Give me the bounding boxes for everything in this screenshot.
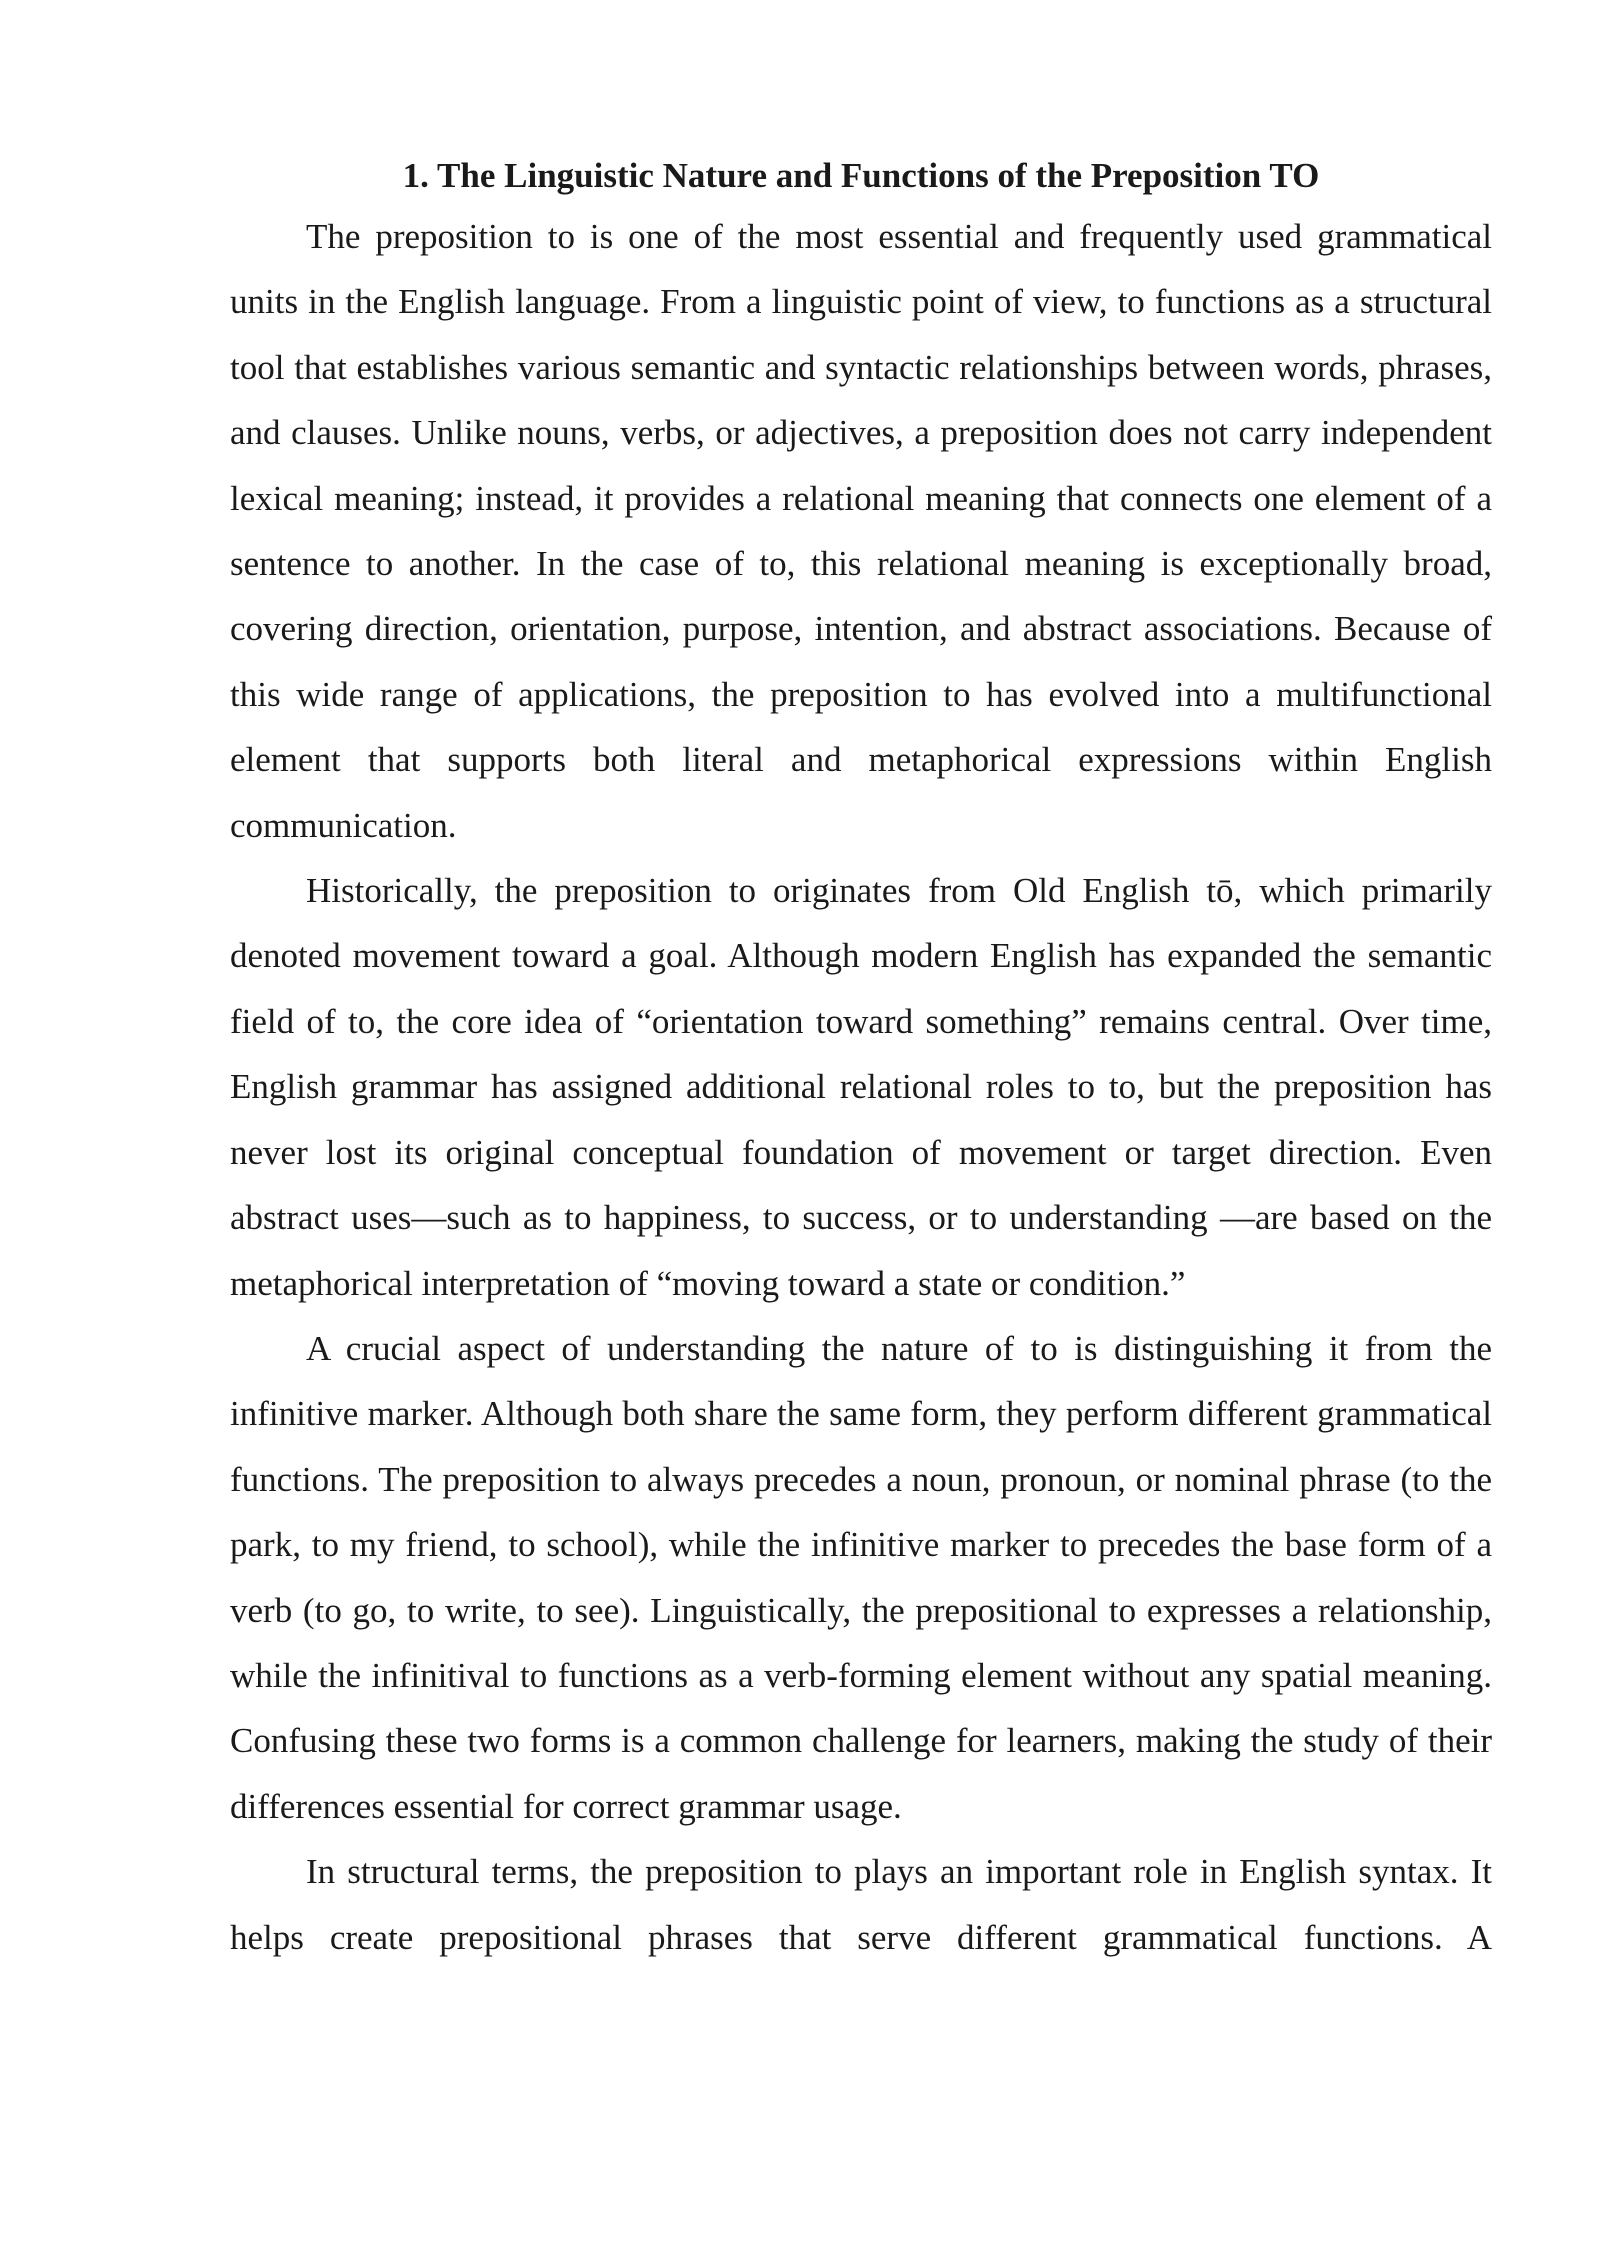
paragraph-2: Historically, the preposition to originates from Old English tō, which primarily denoted movement toward a goal. Although modern English has expanded the semantic field of to, the core idea of “orientation toward something” remains central. Over time, English grammar has assigned additional relational roles to to, but the preposition has never lost its original conceptual foundation of movement or target direction. Even abstract uses—such as to happiness, to success, or to understanding —are based on the metaphorical interpretation of “moving toward a state or condition.” bbox=[230, 871, 1492, 1303]
paragraph-3: A crucial aspect of understanding the nature of to is distinguishing it from the infinitive marker. Although both share the same form, they perform different grammatical functions. The preposition to always precedes a noun, pronoun, or nominal phrase (to the park, to my friend, to school), while the infinitive marker to precedes the base form of a verb (to go, to write, to see). Linguistically, the prepositional to expresses a relationship, while the infinitival to functions as a verb-forming element without any spatial meaning. Confusing these two forms is a common challenge for learners, making the study of their differences essential for correct grammar usage. bbox=[230, 1328, 1492, 1826]
section-heading: 1. The Linguistic Nature and Functions of the Preposition TO bbox=[402, 156, 1320, 195]
document-page bbox=[230, 148, 1492, 1970]
paragraph-4: In structural terms, the preposition to plays an important role in English syntax. It helps create prepositional phrases that serve different grammatical functions. A bbox=[230, 1852, 1492, 1957]
paragraph-1: The preposition to is one of the most essential and frequently used grammatical units in the English language. From a linguistic point of view, to functions as a structural tool that establishes various semantic and syntactic relationships between words, phrases, and clauses. Unlike nouns, verbs, or adjectives, a preposition does not carry independent lexical meaning; instead, it provides a relational meaning that connects one element of a sentence to another. In the case of to, this relational meaning is exceptionally broad, covering direction, orientation, purpose, intention, and abstract associations. Because of this wide range of applications, the preposition to has evolved into a multifunctional element that supports both literal and metaphorical expressions within English communication. bbox=[230, 217, 1492, 845]
